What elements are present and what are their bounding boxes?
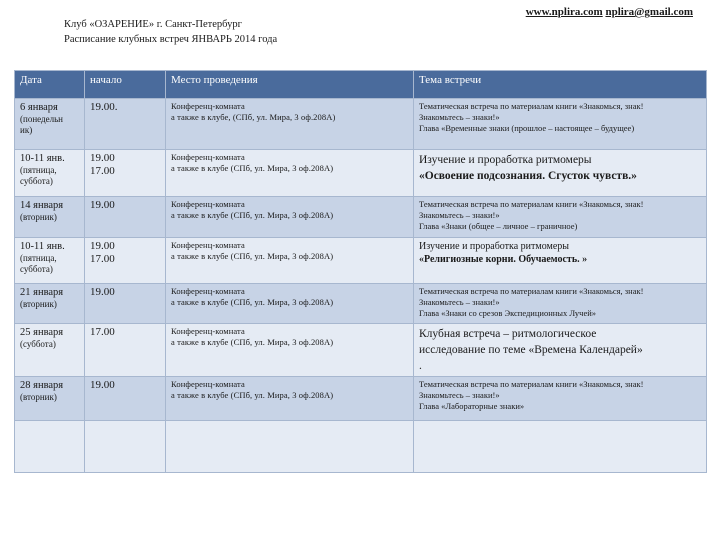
cell-place	[166, 421, 414, 473]
cell-topic	[414, 284, 707, 324]
schedule-table	[14, 70, 707, 473]
date-weekday-text: (суббота)	[20, 339, 56, 349]
place-text: а также в клубе (СПб, ул. Мира, 3 оф.208А)	[171, 163, 334, 173]
topic-text: Тематическая встреча по материалам книги «Знакомься, знак!	[419, 286, 644, 296]
cell-place	[166, 238, 414, 284]
place-text: Конференц-комната	[171, 286, 245, 296]
start-time-text: 19.00	[90, 199, 115, 211]
cell-place	[166, 197, 414, 238]
cell-date	[15, 150, 85, 197]
cell-place	[166, 324, 414, 377]
cell-place	[166, 150, 414, 197]
place-text: а также в клубе (СПб, ул. Мира, 3 оф.208А)	[171, 251, 334, 261]
topic-highlight-text: «Освоение подсознания. Сгусток чувств.»	[419, 170, 637, 182]
date-weekday-text: (пятница,	[20, 253, 57, 263]
table-row	[15, 150, 707, 197]
place-text: а также в клубе (СПб, ул. Мира, 3 оф.208А)	[171, 390, 334, 400]
place-text: а также в клубе (СПб, ул. Мира, 3 оф.208А)	[171, 297, 334, 307]
topic-text: Глава «Временные знаки (прошлое – настоящее – будущее)	[419, 123, 635, 133]
date-weekday-text: (понедельн	[20, 114, 63, 124]
cell-date	[15, 197, 85, 238]
start-time-text: 17.00	[90, 326, 115, 338]
club-title: Клуб «ОЗАРЕНИЕ» г. Санкт-Петербург	[64, 19, 242, 30]
cell-date	[15, 238, 85, 284]
schedule-title: Расписание клубных встреч ЯНВАРЬ 2014 года	[64, 34, 278, 45]
place-text: Конференц-комната	[171, 379, 245, 389]
cell-date	[15, 421, 85, 473]
topic-text: .	[419, 360, 422, 372]
topic-text: Тематическая встреча по материалам книги «Знакомься, знак!	[419, 101, 644, 111]
cell-topic	[414, 377, 707, 421]
start-time-text: 19.00	[90, 152, 115, 164]
date-main-text: 14 января	[20, 200, 64, 211]
topic-highlight-text: «Религиозные корни. Обучаемость. »	[419, 254, 588, 265]
date-weekday-text: (пятница,	[20, 165, 57, 175]
cell-topic	[414, 238, 707, 284]
cell-date	[15, 377, 85, 421]
date-main-text: 10-11 янв.	[20, 241, 65, 252]
topic-text: исследование по теме «Времена Календарей»	[419, 344, 643, 356]
date-weekday-text: (вторник)	[20, 212, 57, 222]
col-header-topic: Тема встречи	[414, 71, 707, 99]
topic-text: Знакомьтесь – знаки!»	[419, 112, 500, 122]
place-text: Конференц-комната	[171, 240, 245, 250]
topic-text: Изучение и проработка ритмомеры	[419, 154, 592, 166]
col-header-date: Дата	[15, 71, 85, 99]
col-header-place: Место проведения	[166, 71, 414, 99]
topic-text: Тематическая встреча по материалам книги «Знакомься, знак!	[419, 199, 644, 209]
contact-links	[526, 6, 693, 18]
place-text: Конференц-комната	[171, 152, 245, 162]
cell-place	[166, 99, 414, 150]
date-weekday-text: суббота)	[20, 264, 53, 274]
table-header-row	[15, 71, 707, 99]
table-row	[15, 284, 707, 324]
topic-text: Тематическая встреча по материалам книги «Знакомься, знак!	[419, 379, 644, 389]
start-time-text: 19.00	[90, 240, 115, 252]
cell-start-time	[85, 421, 166, 473]
place-text: а также в клубе (СПб, ул. Мира, 3 оф.208А)	[171, 337, 334, 347]
cell-topic	[414, 99, 707, 150]
cell-date	[15, 284, 85, 324]
cell-topic	[414, 150, 707, 197]
date-weekday-text: суббота)	[20, 176, 53, 186]
place-text: Конференц-комната	[171, 199, 245, 209]
place-text: а также в клубе (СПб, ул. Мира, 3 оф.208А)	[171, 210, 334, 220]
table-row	[15, 238, 707, 284]
cell-start-time	[85, 377, 166, 421]
date-weekday-text: ик)	[20, 125, 33, 135]
cell-start-time	[85, 150, 166, 197]
cell-date	[15, 324, 85, 377]
table-row	[15, 197, 707, 238]
topic-text: Глава «Знаки со срезов Экспедиционных Лучей»	[419, 308, 597, 318]
cell-date	[15, 99, 85, 150]
col-header-start: начало	[85, 71, 166, 99]
table-row	[15, 324, 707, 377]
place-text: Конференц-комната	[171, 326, 245, 336]
table-row	[15, 377, 707, 421]
cell-topic	[414, 324, 707, 377]
document-header	[64, 17, 277, 47]
cell-start-time	[85, 99, 166, 150]
topic-text: Знакомьтесь – знаки!»	[419, 390, 500, 400]
table-row	[15, 99, 707, 150]
topic-text: Знакомьтесь – знаки!»	[419, 210, 500, 220]
start-time-text: 19.00.	[90, 101, 118, 113]
topic-text: Глава «Знаки (общее – личное – граничное)	[419, 221, 578, 231]
cell-start-time	[85, 197, 166, 238]
cell-topic	[414, 421, 707, 473]
topic-text: Глава «Лабораторные знаки»	[419, 401, 525, 411]
place-text: а также в клубе, (СПб, ул. Мира, 3 оф.208А)	[171, 112, 336, 122]
date-main-text: 28 января	[20, 380, 64, 391]
start-time-text: 17.00	[90, 253, 115, 265]
cell-start-time	[85, 238, 166, 284]
cell-place	[166, 284, 414, 324]
cell-topic	[414, 197, 707, 238]
date-main-text: 6 января	[20, 102, 58, 113]
start-time-text: 19.00	[90, 379, 115, 391]
date-main-text: 25 января	[20, 327, 64, 338]
website-link[interactable]: www.nplira.com	[525, 6, 603, 18]
date-main-text: 10-11 янв.	[20, 153, 65, 164]
email-link[interactable]: nplira@gmail.com	[605, 6, 693, 18]
place-text: Конференц-комната	[171, 101, 245, 111]
topic-text: Изучение и проработка ритмомеры	[419, 241, 570, 252]
cell-place	[166, 377, 414, 421]
cell-start-time	[85, 324, 166, 377]
topic-text: Знакомьтесь – знаки!»	[419, 297, 500, 307]
cell-start-time	[85, 284, 166, 324]
date-weekday-text: (вторник)	[20, 299, 57, 309]
start-time-text: 17.00	[90, 165, 115, 177]
date-main-text: 21 января	[20, 287, 64, 298]
start-time-text: 19.00	[90, 286, 115, 298]
topic-text: Клубная встреча – ритмологическое	[419, 328, 597, 340]
date-weekday-text: (вторник)	[20, 392, 57, 402]
table-row	[15, 421, 707, 473]
